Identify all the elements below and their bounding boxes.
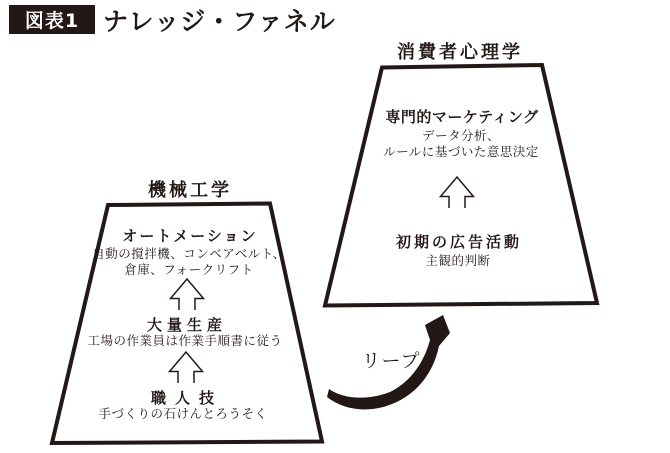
stage-craftsmanship-desc: 手づくりの石けんとろうそく [98, 406, 268, 421]
stage-automation-desc [92, 246, 285, 277]
desc-line: ルールに基づいた意思決定 [383, 143, 539, 159]
stage-automation-name: オートメーション [122, 227, 258, 245]
figure-badge: 図表1 [9, 5, 95, 34]
stage-early-advertising-name: 初期の広告活動 [395, 233, 523, 251]
left-funnel-title: 機械工学 [148, 180, 232, 201]
desc-line: 倉庫、フォークリフト [124, 261, 254, 277]
stage-professional-marketing-desc [383, 128, 539, 159]
stage-craftsmanship-name: 職人技 [150, 389, 224, 407]
right-funnel-title: 消費者心理学 [397, 42, 523, 63]
stage-early-advertising-desc: 主観的判断 [425, 253, 491, 268]
stage-professional-marketing-name: 専門的マーケティング [385, 108, 539, 126]
stage-mass-production-desc: 工場の作業員は作業手順書に従う [87, 333, 283, 348]
leap-label: リープ [361, 350, 421, 372]
stage-mass-production-name: 大量生産 [146, 316, 228, 334]
desc-line: 自動の撹拌機、コンベアベルト、 [92, 246, 286, 261]
figure-title: ナレッジ・ファネル [103, 7, 336, 36]
desc-line: データ分析、 [421, 128, 501, 143]
